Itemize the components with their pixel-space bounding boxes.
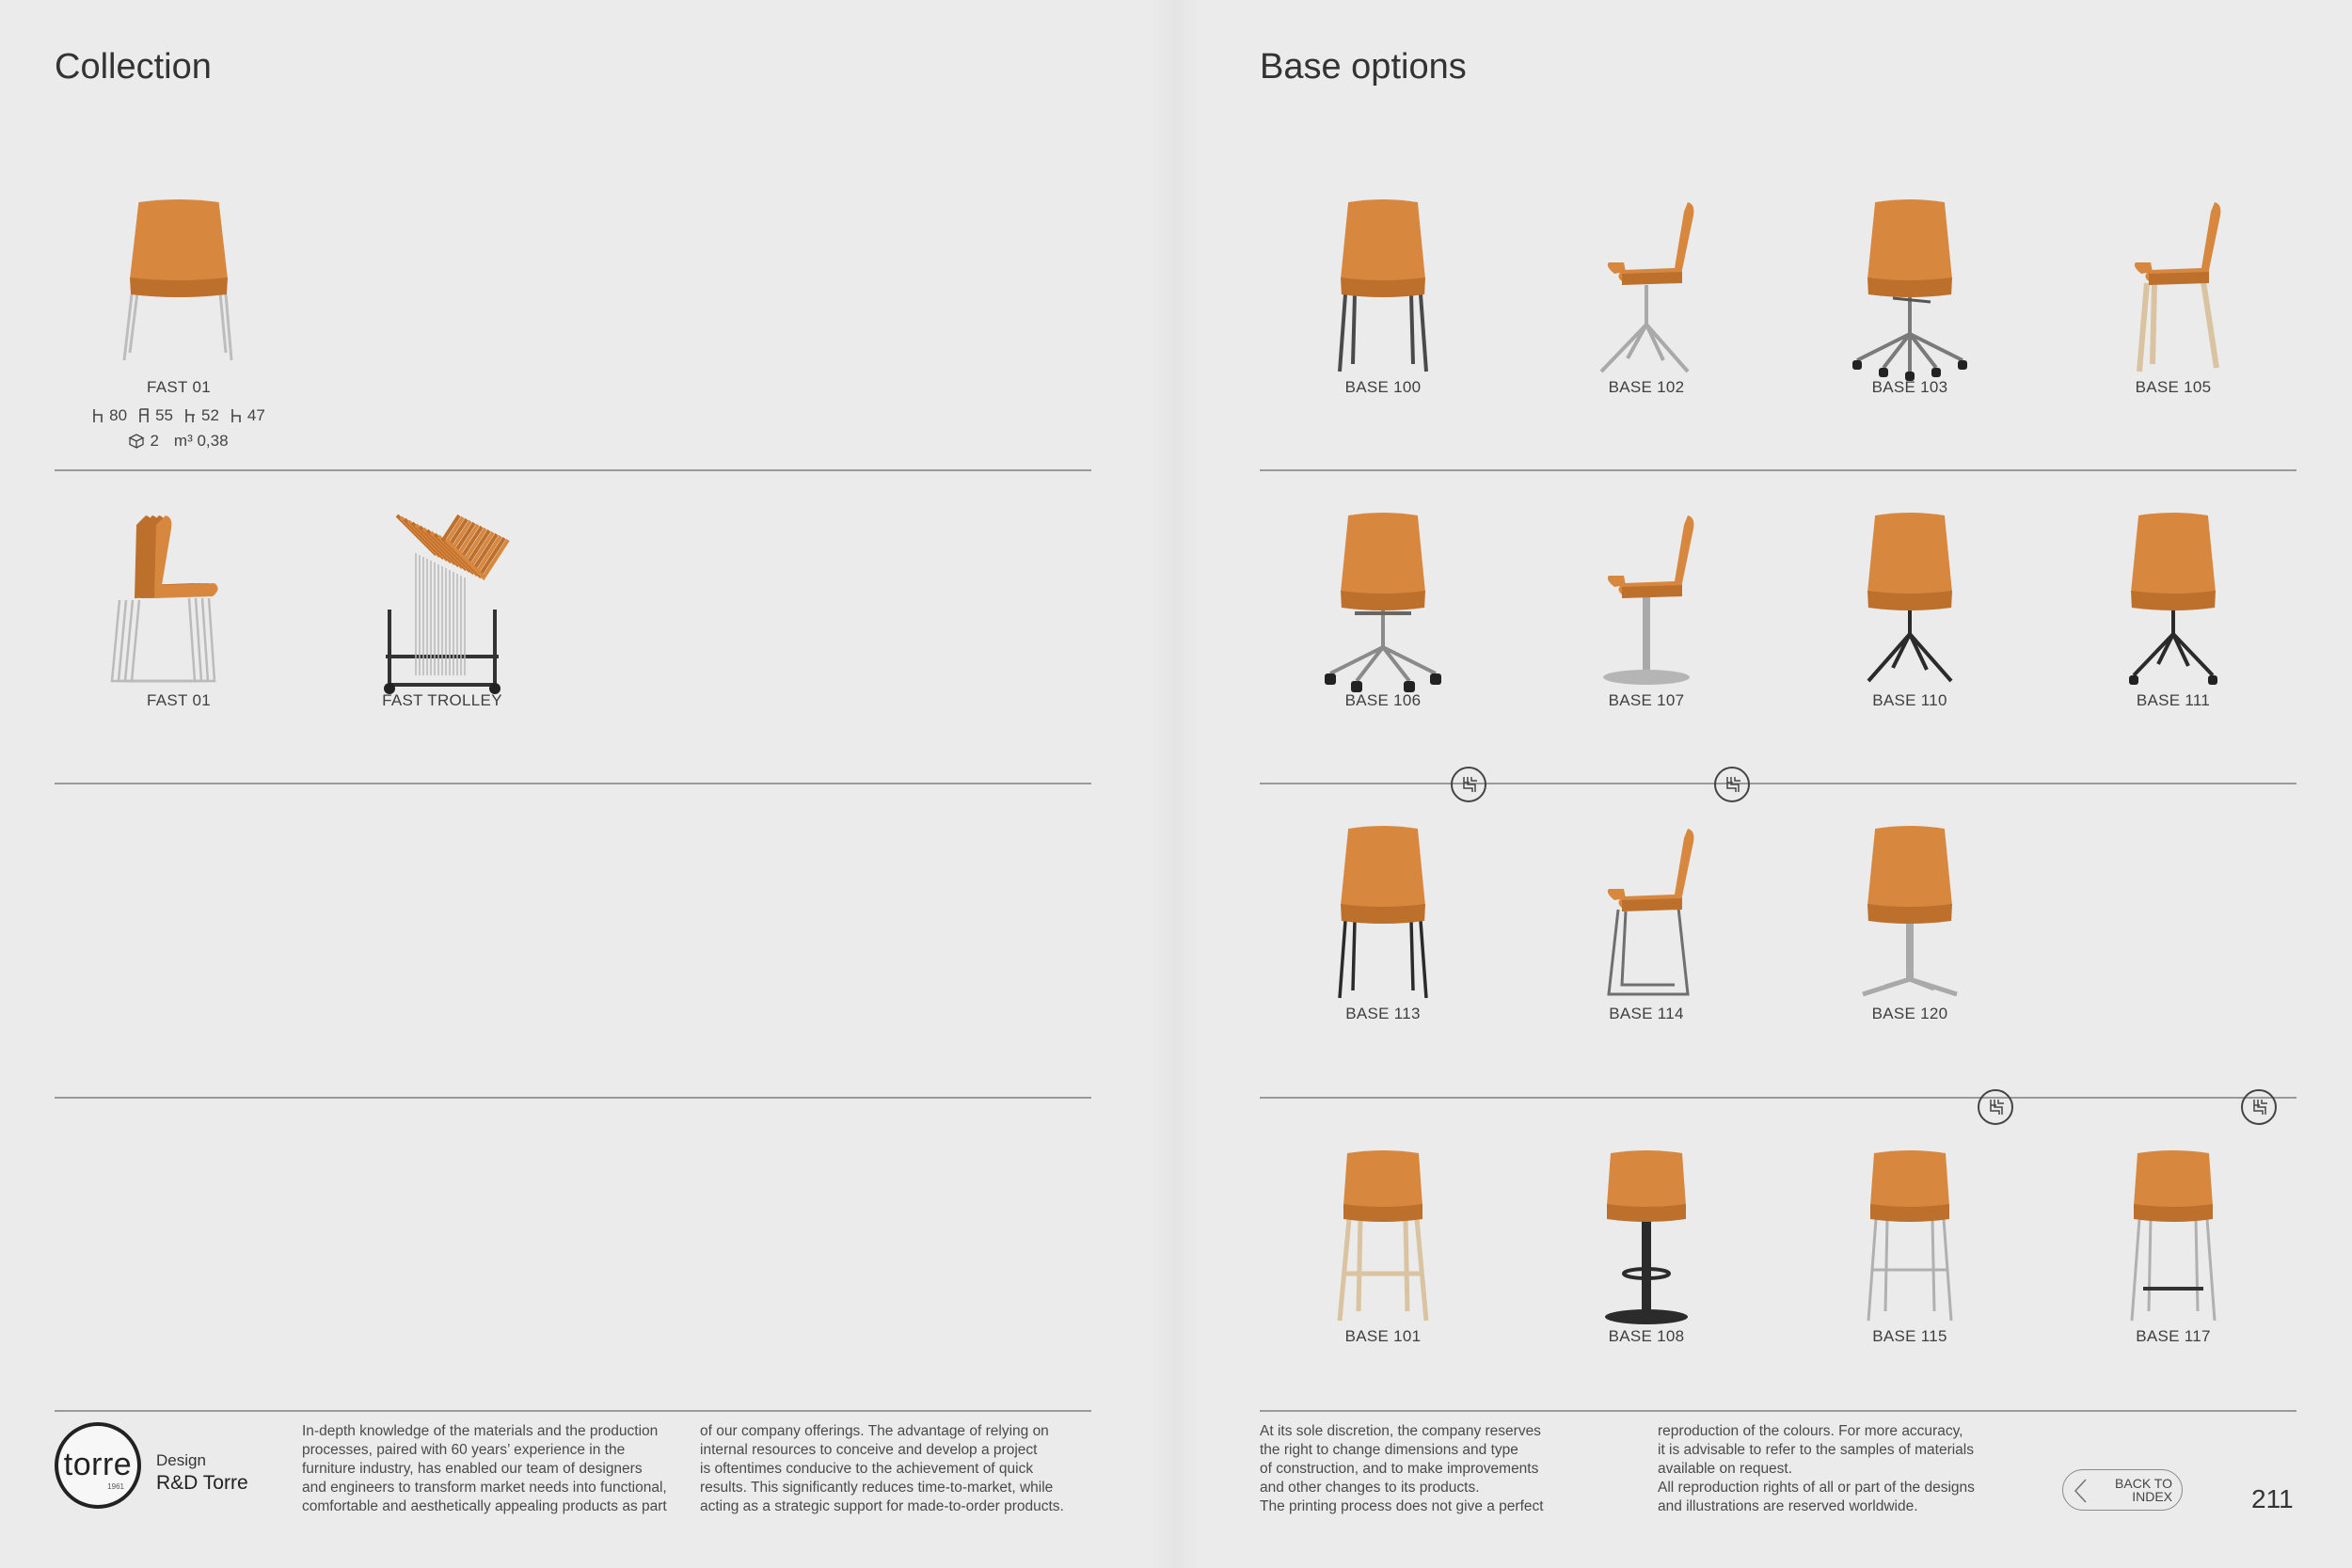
back-button-line1: BACK TO — [2115, 1476, 2172, 1491]
collection-item — [66, 183, 292, 428]
base-label: BASE 114 — [1609, 1005, 1684, 1022]
logo-year: 1961 — [107, 1482, 124, 1491]
divider-rule — [1260, 783, 2296, 784]
base-label: BASE 113 — [1345, 1005, 1421, 1022]
collection-item-label: FAST 01 — [147, 691, 211, 709]
base-option[interactable] — [2060, 183, 2286, 428]
base-label: BASE 110 — [1872, 691, 1947, 709]
torre-logo — [55, 1422, 141, 1509]
base-image — [1797, 1132, 2023, 1339]
base-option[interactable] — [1270, 810, 1496, 1054]
base-label: BASE 101 — [1344, 1327, 1422, 1345]
base-label: BASE 102 — [1608, 378, 1685, 396]
chevron-left-icon — [2073, 1478, 2088, 1504]
divider-rule — [55, 469, 1091, 471]
page-number: 211 — [2251, 1484, 2294, 1513]
spec-width: 55 — [155, 405, 173, 424]
divider-rule — [1260, 1410, 2296, 1412]
base-option[interactable] — [1797, 497, 2023, 741]
base-image — [1270, 1132, 1496, 1339]
base-image — [1797, 183, 2023, 390]
stackable-icon — [1714, 767, 1750, 802]
height-icon — [92, 408, 103, 423]
back-to-index-button[interactable] — [2062, 1469, 2183, 1511]
base-image — [1797, 497, 2023, 704]
stackable-icon — [1451, 767, 1486, 802]
base-label: BASE 103 — [1871, 378, 1948, 396]
collection-item-label: FAST 01 — [147, 378, 211, 396]
base-image — [2060, 1132, 2286, 1339]
base-label: BASE 115 — [1872, 1327, 1947, 1345]
base-option[interactable] — [1797, 1132, 2023, 1377]
base-option[interactable] — [1534, 810, 1759, 1054]
stackable-icon — [2241, 1089, 2277, 1125]
base-label: BASE 108 — [1608, 1327, 1685, 1345]
base-label: BASE 107 — [1608, 691, 1685, 709]
base-image — [1270, 810, 1496, 1017]
base-image — [1797, 810, 2023, 1017]
base-label: BASE 111 — [2136, 691, 2211, 709]
page-spine — [1152, 0, 1200, 1568]
design-label: Design — [156, 1451, 206, 1469]
base-image — [2060, 497, 2286, 704]
disclaimer-text-col2: reproduction of the colours. For more accuracy, it is advisable to refer to the samples of materials available on request. All reproduction rights of all or part of the designs and illustrations are reserved worldwide. — [1658, 1423, 1975, 1514]
base-image — [2060, 183, 2286, 390]
base-option[interactable] — [1270, 497, 1496, 741]
base-label: BASE 100 — [1344, 378, 1422, 396]
divider-rule — [1260, 1097, 2296, 1099]
seat-height-icon — [230, 408, 242, 423]
divider-rule — [1260, 469, 2296, 471]
base-image — [1534, 810, 1759, 1017]
base-option[interactable] — [1534, 183, 1759, 428]
width-icon — [138, 408, 150, 423]
designer-name: R&D Torre — [156, 1472, 248, 1494]
spec-seat-height: 47 — [246, 405, 265, 424]
base-option[interactable] — [2060, 497, 2286, 741]
stackable-icon — [1978, 1089, 2013, 1125]
base-options-heading: Base options — [1260, 47, 1467, 87]
chair-image — [329, 497, 555, 704]
base-option[interactable] — [2060, 1132, 2286, 1377]
spec-list — [56, 403, 301, 453]
divider-rule — [55, 783, 1091, 784]
base-option[interactable] — [1534, 1132, 1759, 1377]
collection-item — [329, 497, 555, 741]
base-image — [1270, 183, 1496, 390]
collection-item-label: FAST TROLLEY — [382, 691, 502, 709]
box-icon — [129, 434, 144, 449]
about-text-col1: In-depth knowledge of the materials and the production processes, paired with 60 years’ experience in the furniture industry, has enabled our team of designers and engineers to transform market needs into functional, comfortable and aesthetically appealing products as part — [302, 1423, 667, 1514]
chair-image — [66, 497, 292, 704]
spec-volume: m³ 0,38 — [173, 431, 229, 450]
back-button-line2: INDEX — [2132, 1489, 2172, 1504]
chair-image — [66, 183, 292, 390]
spec-height: 80 — [109, 405, 128, 424]
spec-box-qty: 2 — [150, 431, 159, 450]
base-option[interactable] — [1270, 1132, 1496, 1377]
disclaimer-text-col1: At its sole discretion, the company reserves the right to change dimensions and type of construction, and to make improvements and other changes to its products. The printing process does not give a perfect — [1260, 1423, 1544, 1514]
base-image — [1534, 1132, 1759, 1339]
base-label: BASE 105 — [2135, 378, 2212, 396]
base-image — [1270, 497, 1496, 704]
spec-depth: 52 — [201, 405, 219, 424]
base-label: BASE 117 — [2136, 1327, 2211, 1345]
base-option[interactable] — [1270, 183, 1496, 428]
base-label: BASE 120 — [1871, 1005, 1948, 1022]
base-option[interactable] — [1534, 497, 1759, 741]
depth-icon — [184, 408, 196, 423]
base-option[interactable] — [1797, 183, 2023, 428]
base-image — [1534, 183, 1759, 390]
about-text-col2: of our company offerings. The advantage of relying on internal resources to conceive and develop a project is oftentimes conducive to the achievement of quick results. This significantly reduces time-to-market, while acting as a strategic support for made-to-order products. — [700, 1423, 1064, 1514]
divider-rule — [55, 1097, 1091, 1099]
base-label: BASE 106 — [1344, 691, 1422, 709]
collection-heading: Collection — [55, 47, 212, 87]
base-option[interactable] — [1797, 810, 2023, 1054]
logo-word: torre — [63, 1447, 133, 1482]
divider-rule — [55, 1410, 1091, 1412]
base-image — [1534, 497, 1759, 704]
collection-item — [66, 497, 292, 741]
